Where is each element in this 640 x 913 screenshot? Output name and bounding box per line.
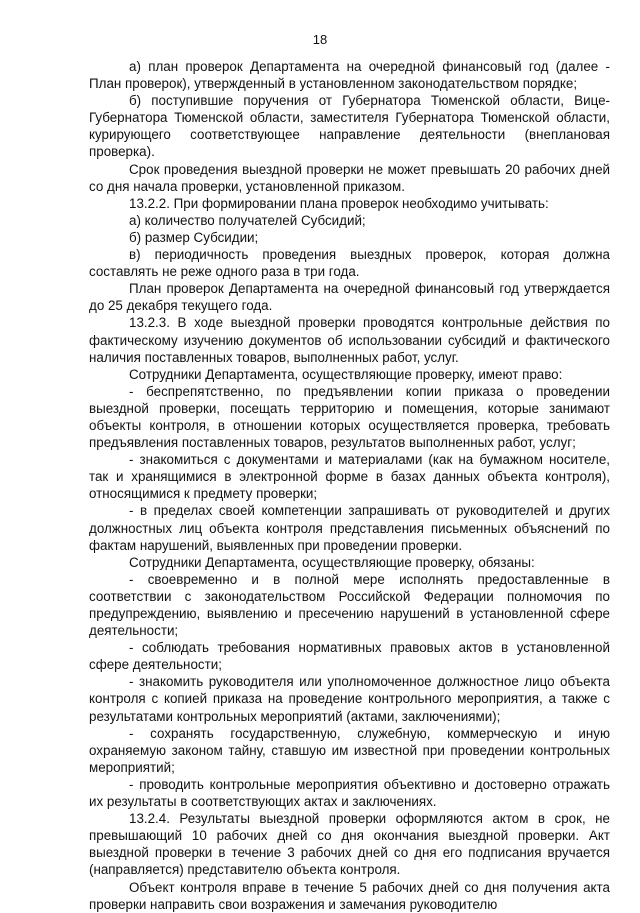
paragraph-plan: а) план проверок Департамента на очередной финансовый год (далее - План проверок), утвержденный в установленном законодательством порядке; (89, 59, 610, 92)
paragraph-duty-regulations: - соблюдать требования нормативных правовых актов в установленной сфере деятельности; (89, 640, 610, 673)
paragraph-plan-approval: План проверок Департамента на очередной финансовый год утверждается до 25 декабря текущего года. (89, 281, 610, 314)
paragraph-duty-inform: - знакомить руководителя или уполномоченное должностное лицо объекта контроля с копией приказа на проведение контрольного мероприятия, а также с результатами контрольных мероприятий (актами, заключениями); (89, 674, 610, 724)
paragraph-recipients-count: а) количество получателей Субсидий; (129, 212, 366, 228)
paragraph-objections: Объект контроля вправе в течение 5 рабочих дней со дня получения акта проверки направить свои возражения и замечания руководителю (89, 879, 610, 912)
paragraph-right-explanations: - в пределах своей компетенции запрашивать от руководителей и других должностных лиц объекта контроля представления письменных объяснений по фактам нарушений, выявленных при проведении проверки. (89, 503, 610, 553)
document-body (89, 58, 610, 913)
paragraph-duties-intro: Сотрудники Департамента, осуществляющие проверку, обязаны: (129, 554, 535, 570)
paragraph-duty-objectivity: - проводить контрольные мероприятия объективно и достоверно отражать их результаты в соответствующих актах и заключениях. (89, 776, 610, 810)
page-number: 18 (312, 32, 328, 47)
paragraph-periodicity: в) периодичность проведения выездных проверок, которая должна составлять не реже одного раза в три года. (89, 247, 610, 280)
paragraph-right-documents: - знакомиться с документами и материалами (как на бумажном носителе, так и хранящимися в электронной форме в базах данных объекта контроля), относящимися к предмету проверки; (89, 452, 610, 502)
paragraph-right-visit: - беспрепятственно, по предъявлении копии приказа о проведении выездной проверки, посещать территорию и помещения, которые занимают объекты контроля, в отношении которых осуществляется проверка, требовать предъявления поставленных товаров, результатов выполненных работ, услуг; (89, 383, 610, 451)
paragraph-duty-secrecy: - сохранять государственную, служебную, коммерческую и иную охраняемую законом тайну, ставшую им известной при проведении контрольных мероприятий; (89, 725, 610, 775)
paragraph-13-2-4: 13.2.4. Результаты выездной проверки оформляются актом в срок, не превышающий 10 рабочих дней со дня окончания выездной проверки. Акт выездной проверки в течение 3 рабочих дней со дня его подписания вручается (направляется) представителю объекта контроля. (89, 811, 610, 878)
paragraph-orders: б) поступившие поручения от Губернатора Тюменской области, Вице-Губернатора Тюменской области, заместителя Губернатора Тюменской области, курирующего соответствующее направление деятельности (внеплановая проверка). (89, 93, 610, 160)
paragraph-duration: Срок проведения выездной проверки не может превышать 20 рабочих дней со дня начала проверки, установленной приказом. (89, 161, 610, 194)
paragraph-rights-intro: Сотрудники Департамента, осуществляющие проверку, имеют право: (129, 366, 563, 382)
paragraph-13-2-3: 13.2.3. В ходе выездной проверки проводятся контрольные действия по фактическому изучению документов об использовании субсидий и фактического наличия поставленных товаров, выполненных работ, услуг. (89, 315, 610, 365)
paragraph-duty-powers: - своевременно и в полной мере исполнять предоставленные в соответствии с законодательством Российской Федерации полномочия по предупреждению, выявлению и пресечению нарушений в установленной сфере деятельности; (89, 571, 610, 639)
paragraph-subsidy-size: б) размер Субсидии; (129, 229, 259, 245)
paragraph-13-2-2: 13.2.2. При формировании плана проверок необходимо учитывать: (129, 195, 549, 211)
